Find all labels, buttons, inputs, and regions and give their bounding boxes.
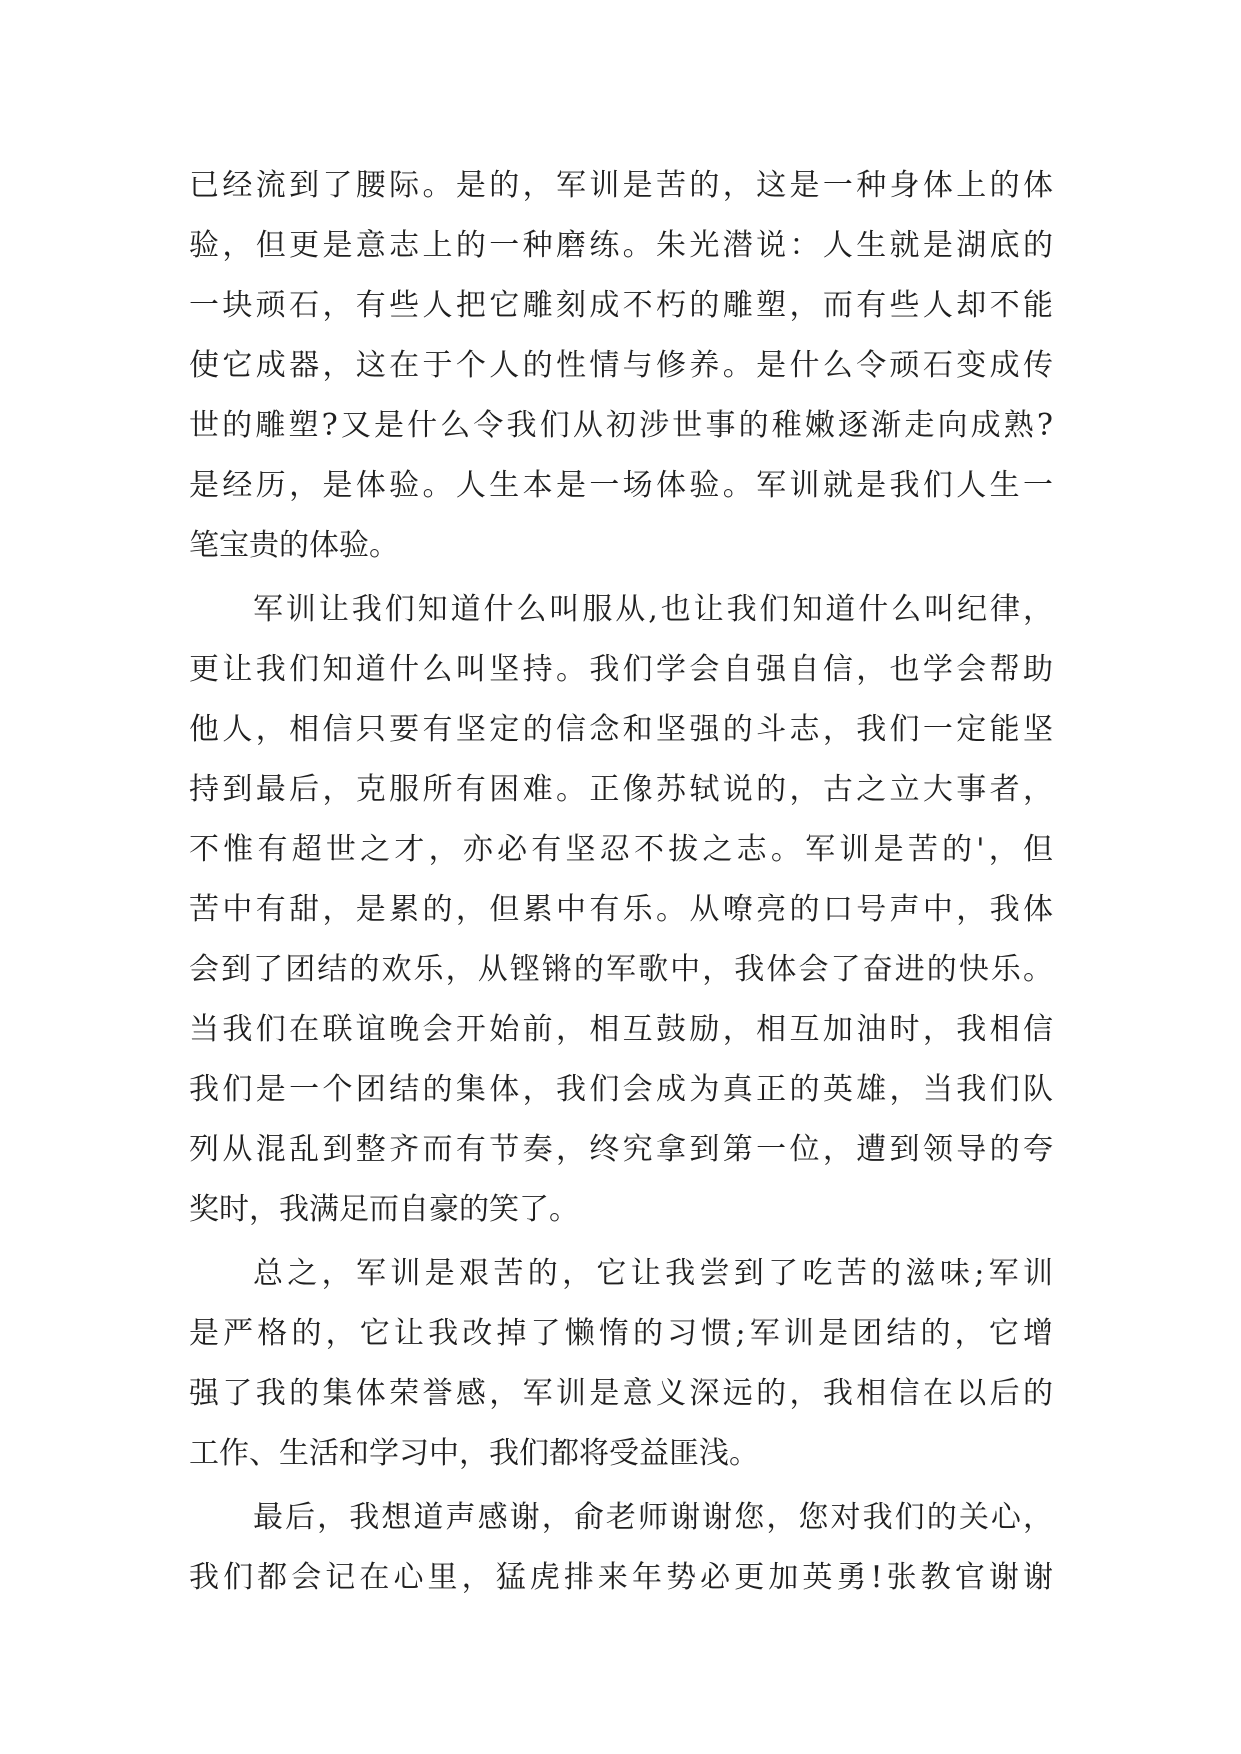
text-line: 验，但更是意志上的一种磨练。朱光潜说：人生就是湖底的 (189, 228, 1053, 263)
text-line: 苦中有甜，是累的，但累中有乐。从嘹亮的口号声中，我体 (189, 892, 1053, 927)
text-line: 列从混乱到整齐而有节奏，终究拿到第一位，遭到领导的夸 (189, 1132, 1053, 1167)
text-line: 使它成器，这在于个人的性情与修养。是什么令顽石变成传 (189, 348, 1053, 383)
text-line: 不惟有超世之才，亦必有坚忍不拔之志。军训是苦的'，但 (189, 832, 1053, 867)
text-line: 我们是一个团结的集体，我们会成为真正的英雄，当我们队 (189, 1072, 1053, 1107)
text-line: 强了我的集体荣誉感，军训是意义深远的，我相信在以后的 (189, 1376, 1053, 1411)
paragraph-1 (189, 156, 1053, 576)
text-line: 军训让我们知道什么叫服从,也让我们知道什么叫纪律， (253, 592, 1053, 627)
text-line: 总之，军训是艰苦的，它让我尝到了吃苦的滋味;军训 (253, 1256, 1053, 1291)
text-line: 他人，相信只要有坚定的信念和坚强的斗志，我们一定能坚 (189, 712, 1053, 747)
text-line: 持到最后，克服所有困难。正像苏轼说的，古之立大事者， (189, 772, 1053, 807)
text-line: 更让我们知道什么叫坚持。我们学会自强自信，也学会帮助 (189, 652, 1053, 687)
text-line: 工作、生活和学习中，我们都将受益匪浅。 (189, 1436, 759, 1471)
paragraph-4 (189, 1488, 1053, 1608)
text-line: 笔宝贵的体验。 (189, 528, 399, 563)
text-line: 是严格的，它让我改掉了懒惰的习惯;军训是团结的，它增 (189, 1316, 1053, 1351)
text-line: 最后，我想道声感谢，俞老师谢谢您，您对我们的关心， (253, 1500, 1053, 1535)
text-line: 是经历，是体验。人生本是一场体验。军训就是我们人生一 (189, 468, 1053, 503)
text-line: 一块顽石，有些人把它雕刻成不朽的雕塑，而有些人却不能 (189, 288, 1053, 323)
text-line: 世的雕塑?又是什么令我们从初涉世事的稚嫩逐渐走向成熟? (189, 408, 1053, 443)
text-line: 我们都会记在心里，猛虎排来年势必更加英勇!张教官谢谢 (189, 1560, 1053, 1595)
paragraph-2 (189, 580, 1053, 1240)
text-line: 当我们在联谊晚会开始前，相互鼓励，相互加油时，我相信 (189, 1012, 1053, 1047)
text-line: 会到了团结的欢乐，从铿锵的军歌中，我体会了奋进的快乐。 (189, 952, 1053, 987)
document-body (189, 156, 1053, 1612)
text-line: 已经流到了腰际。是的，军训是苦的，这是一种身体上的体 (189, 168, 1053, 203)
text-line: 奖时，我满足而自豪的笑了。 (189, 1192, 579, 1227)
paragraph-3 (189, 1244, 1053, 1484)
